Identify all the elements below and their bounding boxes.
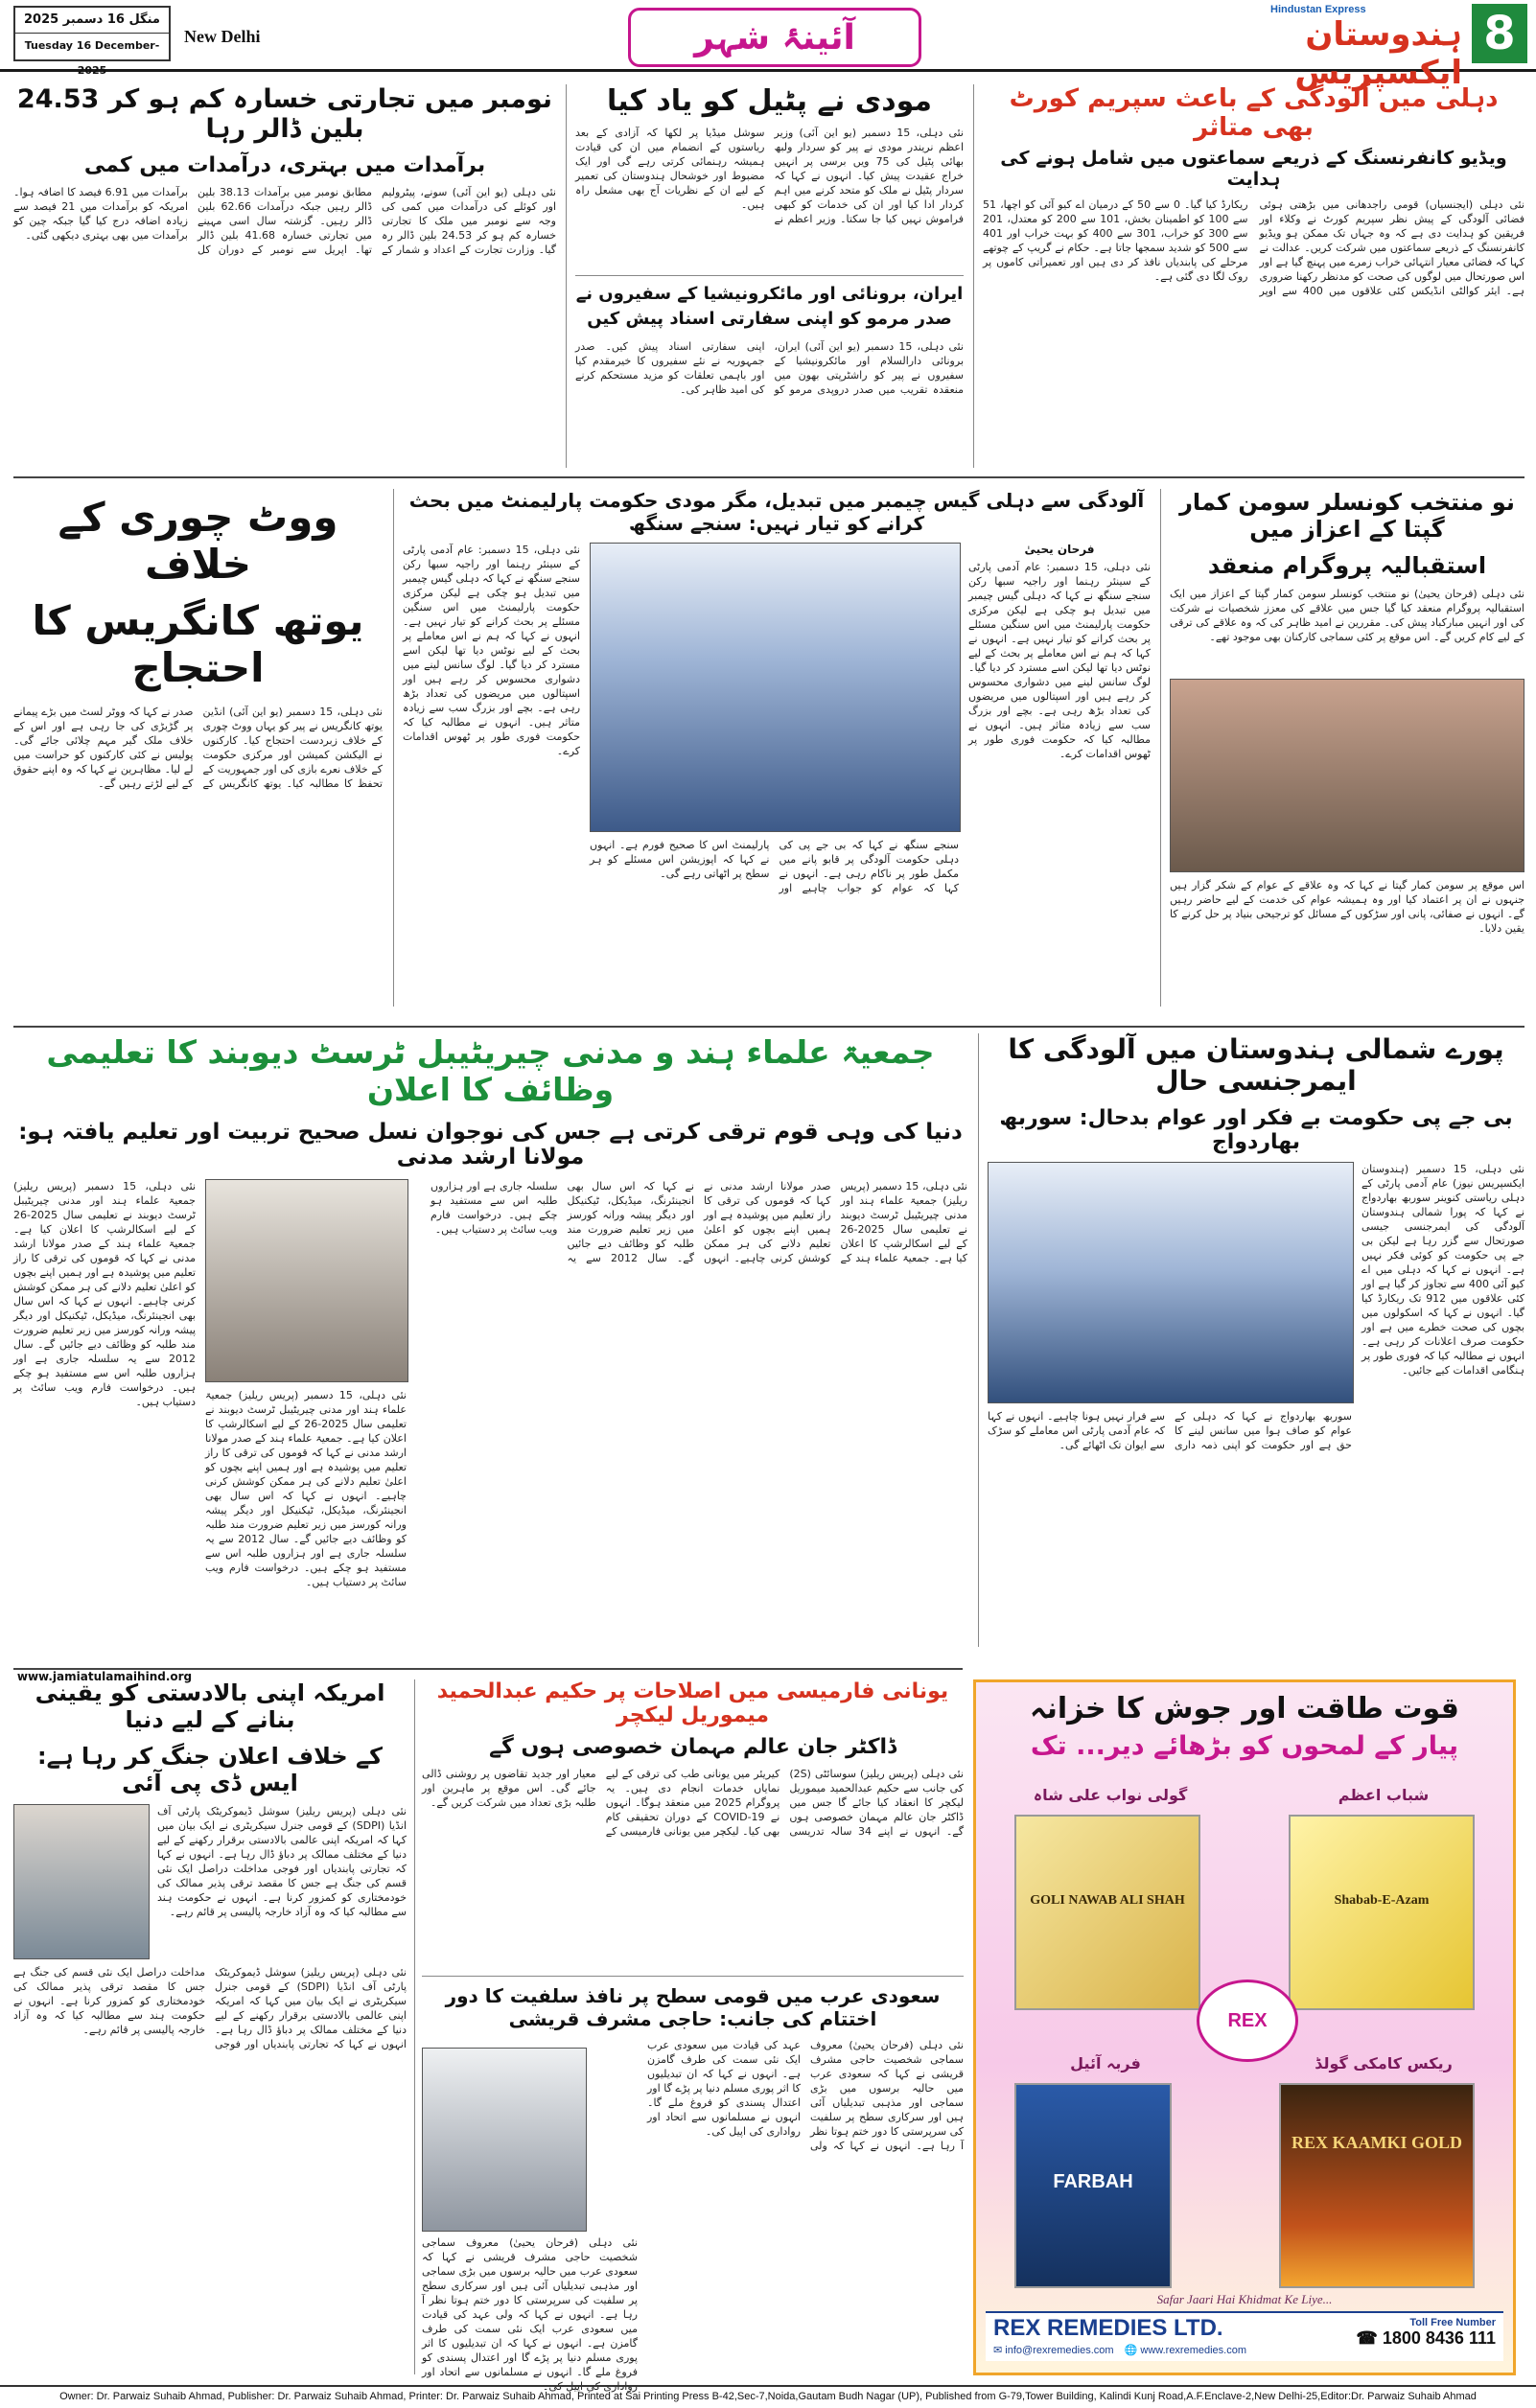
article-vote-chori xyxy=(13,494,383,1069)
article-headline: یونانی فارمیسی میں اصلاحات پر حکیم عبدالحمید میموریل لیکچر xyxy=(436,1679,949,1727)
article-body: نئی دہلی (پریس ریلیز) سوشل ڈیموکریٹک پارٹی آف انڈیا (SDPI) کے قومی جنرل سیکریٹری نے ایک بیان میں کہا کہ امریکہ اپنی عالمی بالادستی برقرار رکھنے کے لیے دنیا کے مختلف ممالک پر دباؤ ڈال رہا ہے۔ انہوں نے کہا کہ تجارتی پابندیاں اور فوجی مداخلت دراصل ایک نئی قسم کی جنگ ہے جس کا مقصد ترقی پذیر ممالک کی خودمختاری کو کمزور کرنا ہے۔ انہوں نے حکومت ہند سے مطالبہ کیا کہ وہ آزاد خارجہ پالیسی پر قائم رہے۔ xyxy=(157,1805,407,1918)
article-subhead: بی جے پی حکومت بے فکر اور عوام بدحال: سوربھ بھاردواج xyxy=(999,1106,1513,1154)
column-divider xyxy=(973,84,974,468)
page-number: 8 xyxy=(1472,4,1527,63)
product-label-urdu: گولی نواب علی شاہ xyxy=(1033,1786,1188,1804)
article-subhead: برآمدات میں بہتری، درآمدات میں کمی xyxy=(83,153,486,177)
brand-logo xyxy=(1270,4,1462,92)
ad-contact-bar xyxy=(986,2311,1503,2361)
ad-tagline-2: پیار کے لمحوں کو بڑھائے دیر... تک xyxy=(1030,1731,1459,1761)
article-subhead: ویڈیو کانفرنسنگ کے ذریعے سماعتوں میں شامل ہونے کی ہدایت xyxy=(1000,148,1507,190)
article-subhead: استقبالیہ پروگرام منعقد xyxy=(1207,552,1487,579)
article-body-2: نئی دہلی، 15 دسمبر (پریس ریلیز) جمعیۃ علماء ہند اور مدنی چیریٹیبل ٹرسٹ دیوبند نے تعلیمی سال 2025-26 کے لیے اسکالرشپ کا اعلان کیا ہے۔ جمعیۃ علماء ہند کے صدر مولانا ارشد مدنی نے کہا کہ قوموں کی ترقی کا راز تعلیم میں پوشیدہ ہے اور ہمیں اپنے بچوں کو اعلیٰ تعلیم دلانے کی ہر ممکن کوشش کرنی چاہیے۔ انہوں نے کہا کہ اس سال بھی انجینئرنگ، میڈیکل، ٹیکنیکل اور دیگر پیشہ ورانہ کورسز میں زیر تعلیم ضرورت مند طلبہ کو وظائف دیے جائیں گے۔ سال 2012 سے یہ سلسلہ جاری ہے اور ہزاروں طلبہ اس سے مستفید ہو چکے ہیں۔ درخواست فارم ویب سائٹ پر دستیاب ہیں۔ xyxy=(13,1180,196,1408)
column-divider xyxy=(414,1679,415,2374)
section-title: آئینۂ شہر xyxy=(628,8,921,67)
article-body: نئی دہلی، 15 دسمبر (ہندوستان ایکسپریس نیوز) عام آدمی پارٹی کے دہلی ریاستی کنوینر سوربھ بھاردواج نے کہا کہ پورا شمالی ہندوستان آلودگی کی ایمرجنسی جیسی صورتحال سے گزر رہا ہے لیکن بی جے پی حکومت کو کوئی فکر نہیں ہے۔ انہوں نے کہا کہ دہلی میں اے کیو آئی 400 سے تجاوز کر گیا ہے اور کئی علاقوں میں 912 تک ریکارڈ کیا گیا۔ انہوں نے کہا کہ اسکولوں میں بچوں کی صحت خطرے میں ہے اور حکومت صرف اعلانات کر رہی ہے۔ انہوں نے مطالبہ کیا کہ فوری طور پر ہنگامی اقدامات کیے جائیں۔ xyxy=(1361,1163,1524,1377)
toll-free-label: Toll Free Number xyxy=(1409,2317,1496,2328)
article-headline: نومبر میں تجارتی خسارہ کم ہو کر 24.53 بلین ڈالر رہا xyxy=(16,84,553,144)
product-label-urdu: ریکس کامکی گولڈ xyxy=(1315,2054,1453,2072)
article-body: نئی دہلی، 15 دسمبر (یو این آئی) انڈین یوتھ کانگریس نے پیر کو یہاں ووٹ چوری کے خلاف زبردست احتجاج کیا۔ کارکنوں نے الیکشن کمیشن اور مرکزی حکومت کے خلاف نعرے بازی کی اور جمہوریت کے تحفظ کا مطالبہ کیا۔ یوتھ کانگریس کے صدر نے کہا کہ ووٹر لسٹ میں بڑے پیمانے پر گڑبڑی کی جا رہی ہے اور اس کے خلاف ملک گیر مہم چلائی جائے گی۔ پولیس نے کئی کارکنوں کو حراست میں لے لیا۔ مظاہرین نے کہا کہ وہ اپنے حقوق کے لیے لڑتے رہیں گے۔ xyxy=(13,706,383,790)
product-label-english: REX KAAMKI GOLD xyxy=(1291,2133,1462,2152)
article-byline: فرحان یحییٰ xyxy=(1024,543,1095,556)
product-shabab-azam-box xyxy=(1289,1815,1475,2010)
sanjay-singh-photo xyxy=(590,543,961,832)
row-divider xyxy=(13,1668,963,1670)
product-kaamki-gold-box xyxy=(1279,2083,1475,2288)
column-divider xyxy=(1160,489,1161,1007)
article-body-saudi: نئی دہلی (فرحان یحییٰ) معروف سماجی شخصیت حاجی مشرف قریشی نے کہا کہ سعودی عرب میں حالیہ برسوں میں بڑی سماجی اور مذہبی تبدیلیاں آئی ہیں اور سرکاری سطح پر سلفیت کی سرپرستی کا دور ختم ہوتا نظر آ رہا ہے۔ انہوں نے کہا کہ ولی عہد کی قیادت میں سعودی عرب ایک نئی سمت کی طرف گامزن ہے۔ انہوں نے کہا کہ ان تبدیلیوں کا اثر پوری مسلم دنیا پر پڑے گا اور اعتدال پسندی کو فروغ ملے گا۔ انہوں نے مسلمانوں سے اتحاد اور رواداری کی اپیل کی۔ xyxy=(647,2039,964,2152)
rex-logo: REX xyxy=(1197,1980,1298,2062)
article-headline-saudi: سعودی عرب میں قومی سطح پر نافذ سلفیت کا دور اختتام کی جانب: حاجی مشرف قریشی xyxy=(445,1984,941,2030)
article-trade-deficit xyxy=(13,84,556,473)
saurabh-bharadwaj-photo xyxy=(988,1162,1354,1403)
article-modi-patel xyxy=(575,84,964,426)
article-body-2: سوربھ بھاردواج نے کہا کہ دہلی کے عوام کو صاف ہوا میں سانس لینے کا حق ہے اور حکومت کو اپنی ذمہ داری سے فرار نہیں ہونا چاہیے۔ انہوں نے کہا کہ عام آدمی پارٹی اس معاملے کو سڑک سے ایوان تک اٹھائے گی۔ xyxy=(988,1410,1352,1451)
phone-icon: ☎ xyxy=(1356,2328,1378,2348)
article-jamiat xyxy=(13,1033,967,1692)
column-divider xyxy=(393,489,394,1007)
article-headline: جمعیۃ علماء ہند و مدنی چیریٹیبل ٹرسٹ دیوبند کا تعلیمی وظائف کا اعلان xyxy=(46,1033,935,1108)
article-body-ambassadors: نئی دہلی، 15 دسمبر (یو این آئی) ایران، برونائی دارالسلام اور مائکرونیشیا کے سفیروں نے پیر کو راشٹرپتی بھون میں منعقدہ تقریب میں صدر دروپدی مرمو کو اپنی سفارتی اسناد پیش کیں۔ صدر جمہوریہ نے نئے سفیروں کا خیرمقدم کیا اور باہمی تعلقات کو مزید مستحکم کرنے کی امید ظاہر کی۔ xyxy=(575,340,964,396)
article-body-3: نئی دہلی، 15 دسمبر: عام آدمی پارٹی کے سینئر رہنما اور راجیہ سبھا رکن سنجے سنگھ نے کہا کہ دہلی گیس چیمبر میں تبدیل ہو چکی ہے لیکن مرکزی حکومت پارلیمنٹ میں اس سنگین مسئلے پر بحث کرانے کو تیار نہیں ہے۔ انہوں نے کہا کہ ہم نے اس معاملے پر بحث کے لیے نوٹس دیا تھا لیکن اسے مسترد کر دیا گیا۔ لوگ سانس لینے میں دشواری محسوس کر رہے ہیں اور اسپتالوں میں مریضوں کی تعداد بڑھ رہی ہے۔ بچے اور بزرگ سب سے زیادہ متاثر ہیں۔ انہوں نے مطالبہ کیا کہ حکومت فوری طور پر ٹھوس اقدامات کرے۔ xyxy=(403,544,580,757)
date-urdu: منگل 16 دسمبر 2025 xyxy=(24,12,160,27)
article-subhead: دنیا کی وہی قوم ترقی کرتی ہے جس کی نوجوان نسل صحیح تربیت اور تعلیم یافتہ ہو: مولانا ارشد مدنی xyxy=(18,1120,963,1169)
article-body-3: نئی دہلی، 15 دسمبر (پریس ریلیز) جمعیۃ علماء ہند اور مدنی چیریٹیبل ٹرسٹ دیوبند نے تعلیمی سال 2025-26 کے لیے اسکالرشپ کا اعلان کیا ہے۔ جمعیۃ علماء ہند کے صدر مولانا ارشد مدنی نے کہا کہ قوموں کی ترقی کا راز تعلیم میں پوشیدہ ہے اور ہمیں اپنے بچوں کو اعلیٰ تعلیم دلانے کی ہر ممکن کوشش کرنی چاہیے۔ انہوں نے کہا کہ اس سال بھی انجینئرنگ، میڈیکل، ٹیکنیکل اور دیگر پیشہ ورانہ کورسز میں زیر تعلیم ضرورت مند طلبہ کو وظائف دیے جائیں گے۔ سال 2012 سے یہ سلسلہ جاری ہے اور ہزاروں طلبہ اس سے مستفید ہو چکے ہیں۔ درخواست فارم ویب سائٹ پر دستیاب ہیں۔ xyxy=(205,1389,407,1588)
article-gas-chamber xyxy=(403,489,1151,993)
article-subhead: ڈاکٹر جان عالم مہمان خصوصی ہوں گے xyxy=(489,1735,896,1759)
column-divider xyxy=(566,84,567,468)
ad-slogan: Safar Jaari Hai Khidmat Ke Liye... xyxy=(1156,2292,1333,2306)
article-headline: ووٹ چوری کے خلاف xyxy=(58,494,338,588)
ad-email: info@rexremedies.com xyxy=(1005,2345,1114,2356)
article-headline: آلودگی سے دہلی گیس چیمبر میں تبدیل، مگر مودی حکومت پارلیمنٹ میں بحث کرانے کو تیار نہیں: سنجے سنگھ xyxy=(408,489,1145,535)
ad-email-row xyxy=(993,2344,1246,2356)
article-emergency xyxy=(988,1033,1524,1694)
article-body-saudi-2: نئی دہلی (فرحان یحییٰ) معروف سماجی شخصیت حاجی مشرف قریشی نے کہا کہ سعودی عرب میں حالیہ برسوں میں بڑی سماجی اور مذہبی تبدیلیاں آئی ہیں اور سرکاری سطح پر سلفیت کی سرپرستی کا دور ختم ہوتا نظر آ رہا ہے۔ انہوں نے کہا کہ ولی عہد کی قیادت میں سعودی عرب ایک نئی سمت کی طرف گامزن ہے۔ انہوں نے کہا کہ ان تبدیلیوں کا اثر پوری مسلم دنیا پر پڑے گا اور اعتدال پسندی کو فروغ ملے گا۔ انہوں نے مسلمانوں سے اتحاد اور رواداری کی اپیل کی۔ xyxy=(422,2236,638,2393)
article-headline: مودی نے پٹیل کو یاد کیا xyxy=(606,84,932,118)
article-body-column xyxy=(968,543,1151,982)
article-body: نئی دہلی (یو این آئی) سونے، پیٹرولیم اور کوئلے کی درآمدات میں کمی کی وجہ سے نومبر میں ملک کا تجارتی خسارہ کم ہو کر 24.53 بلین ڈالر رہ گیا۔ وزارت تجارت کے اعداد و شمار کے مطابق نومبر میں برآمدات 38.13 بلین ڈالر رہیں جبکہ درآمدات 62.66 بلین ڈالر رہیں۔ گزشتہ سال اسی مہینے میں تجارتی خسارہ 41.68 بلین ڈالر تھا۔ اپریل سے نومبر کے دوران کل برآمدات میں 6.91 فیصد کا اضافہ ہوا۔ امریکہ کو برآمدات میں 21 فیصد سے زیادہ اضافہ درج کیا گیا جبکہ چین کو برآمدات میں بھی بہتری دیکھی گئی۔ xyxy=(13,186,556,256)
masthead xyxy=(0,0,1536,92)
ad-website: www.rexremedies.com xyxy=(1140,2345,1247,2356)
article-subhead: یوتھ کانگریس کا احتجاج xyxy=(32,597,364,691)
mushraf-qureshi-photo xyxy=(422,2048,587,2232)
article-councillor xyxy=(1170,489,1524,1022)
column-divider xyxy=(978,1033,979,1647)
brand-english: Hindustan Express xyxy=(1270,4,1366,15)
toll-free-block xyxy=(1356,2317,1496,2349)
article-sdpi xyxy=(13,1679,407,2398)
article-body-2: اس موقع پر سومن کمار گپتا نے کہا کہ وہ علاقے کے عوام کے شکر گزار ہیں جنہوں نے ان پر اعتماد کیا اور وہ ہمیشہ عوام کی خدمت کے لیے حاضر رہیں گے۔ انہوں نے صفائی، پانی اور سڑکوں کے مسائل کو ترجیحی بنیاد پر حل کرنے کا یقین دلایا۔ xyxy=(1170,879,1524,935)
footer-imprint: Owner: Dr. Parwaiz Suhaib Ahmad, Publisher: Dr. Parwaiz Suhaib Ahmad, Printer: Dr. Parwaiz Suhaib Ahmad, Printed at Sai Printing Press B-42,Sec-7,Noida,Gautam Budh Nagar (UP), Published from G-79,Tower Building, Kalindi Kunj Road,A.F.Enclave-2,New Delhi-25,Editor:Dr. Parwaiz Suhaib Ahmad xyxy=(0,2385,1536,2408)
article-body: نئی دہلی، 15 دسمبر (یو این آئی) وزیر اعظم نریندر مودی نے پیر کو سردار ولبھ بھائی پٹیل کی 75 ویں برسی پر انہیں خراج عقیدت پیش کیا۔ انہوں نے کہا کہ سردار پٹیل نے ملک کو متحد کرنے میں اہم کردار ادا کیا اور ان کی خدمات کو کبھی فراموش نہیں کیا جا سکتا۔ وزیر اعظم نے سوشل میڈیا پر لکھا کہ آزادی کے بعد ریاستوں کے انضمام میں ان کی قیادت ہمیشہ رہنمائی کرتی رہے گی اور ایک مضبوط اور خوشحال ہندوستان کی تعمیر کے لیے ان کے نظریات آج بھی مشعل راہ ہیں۔ xyxy=(575,127,965,225)
brand-urdu: ہندوستان ایکسپریس xyxy=(1294,15,1462,92)
product-label-urdu: فربہ آئیل xyxy=(1070,2054,1141,2072)
article-headline: امریکہ اپنی بالادستی کو یقینی بنانے کے لیے دنیا xyxy=(35,1679,385,1733)
rex-remedies-advertisement xyxy=(973,1679,1516,2375)
city-label: New Delhi xyxy=(184,27,261,46)
article-headline: پورے شمالی ہندوستان میں آلودگی کا ایمرجنسی حال xyxy=(1008,1033,1504,1097)
arshad-madani-photo xyxy=(205,1179,408,1382)
row-divider xyxy=(13,476,1524,478)
product-label-english: GOLI NAWAB ALI SHAH xyxy=(1030,1893,1185,1908)
product-label-english: Shabab-E-Azam xyxy=(1334,1893,1430,1908)
toll-free-number: 1800 8436 111 xyxy=(1382,2328,1496,2348)
article-headline: نو منتخب کونسلر سومن کمار گپتا کے اعزاز میں xyxy=(1179,489,1515,543)
product-label-english: FARBAH xyxy=(1053,2171,1133,2192)
article-body: نئی دہلی (فرحان یحییٰ) نو منتخب کونسلر سومن کمار گپتا کے اعزاز میں ایک استقبالیہ پروگرام منعقد کیا گیا جس میں علاقے کی معزز شخصیات نے شرکت کی اور انہیں مبارکباد پیش کی۔ مقررین نے امید ظاہر کی کہ وہ علاقے کی ترقی کے لیے کام کریں گے۔ اس موقع پر کئی سماجی کارکنان بھی موجود تھے۔ xyxy=(1170,588,1524,643)
article-headline-ambassadors: ایران، برونائی اور مائکرونیشیا کے سفیروں نے صدر مرمو کو اپنی سفارتی اسناد پیش کیں xyxy=(575,284,964,329)
product-goli-nawab-box xyxy=(1014,1815,1200,2010)
article-subhead: کے خلاف اعلان جنگ کر رہا ہے: ایس ڈی پی آئی xyxy=(36,1743,384,1796)
article-unani xyxy=(422,1679,964,2393)
article-body-2: سنجے سنگھ نے کہا کہ بی جے پی کی دہلی حکومت آلودگی پر قابو پانے میں مکمل طور پر ناکام رہی ہے۔ انہوں نے کہا کہ عوام کو جواب چاہیے اور پارلیمنٹ اس کا صحیح فورم ہے۔ انہوں نے کہا کہ اپوزیشن اس مسئلے کو ہر سطح پر اٹھاتی رہے گی۔ xyxy=(590,839,959,894)
ad-company-name: REX REMEDIES LTD. xyxy=(993,2315,1223,2341)
globe-icon: 🌐 xyxy=(1124,2345,1138,2356)
toll-free-row xyxy=(1356,2328,1496,2349)
article-body: نئی دہلی (پریس ریلیز) سوسائٹی (2S) کی جانب سے حکیم عبدالحمید میموریل لیکچر کا انعقاد کیا جائے گا جس میں ڈاکٹر جان عالم مہمان خصوصی ہوں گے۔ انہوں نے اپنے 34 سالہ تدریسی کیریئر میں یونانی طب کی ترقی کے لیے نمایاں خدمات انجام دی ہیں۔ یہ پروگرام 2025 میں منعقد ہوگا۔ انہوں نے COVID-19 کے دوران تحقیقی کام بھی کیا۔ لیکچر میں یونانی فارمیسی کے معیار اور جدید تقاضوں پر روشنی ڈالی جائے گی۔ اس موقع پر ماہرین اور طلبہ بڑی تعداد میں شرکت کریں گے۔ xyxy=(422,1768,964,1838)
article-body: نئی دہلی، 15 دسمبر (پریس ریلیز) جمعیۃ علماء ہند اور مدنی چیریٹیبل ٹرسٹ دیوبند نے تعلیمی سال 2025-26 کے لیے اسکالرشپ کا اعلان کیا ہے۔ جمعیۃ علماء ہند کے صدر مولانا ارشد مدنی نے کہا کہ قوموں کی ترقی کا راز تعلیم میں پوشیدہ ہے اور ہمیں اپنے بچوں کو اعلیٰ تعلیم دلانے کی ہر ممکن کوشش کرنی چاہیے۔ انہوں نے کہا کہ اس سال بھی انجینئرنگ، میڈیکل، ٹیکنیکل اور دیگر پیشہ ورانہ کورسز میں زیر تعلیم ضرورت مند طلبہ کو وظائف دیے جائیں گے۔ سال 2012 سے یہ سلسلہ جاری ہے اور ہزاروں طلبہ اس سے مستفید ہو چکے ہیں۔ درخواست فارم ویب سائٹ پر دستیاب ہیں۔ xyxy=(431,1180,967,1264)
article-body: نئی دہلی (ایجنسیاں) قومی راجدھانی میں بڑھتی ہوئی فضائی آلودگی کے پیش نظر سپریم کورٹ نے وکلاء اور فریقین کو ہدایت دی ہے کہ وہ جہاں تک ممکن ہو ویڈیو کانفرنسنگ کے ذریعے سماعتوں میں شرکت کریں۔ عدالت نے کہا کہ فضائی معیار انتہائی خراب زمرے میں پہنچ گیا ہے اور اس صورتحال میں لوگوں کی صحت کو مدنظر رکھنا ضروری ہے۔ ایئر کوالٹی انڈیکس کئی علاقوں میں 400 سے اوپر ریکارڈ کیا گیا۔ 0 سے 50 کے درمیان اے کیو آئی کو اچھا، 51 سے 100 کو اطمینان بخش، 101 سے 200 کو معتدل، 201 سے 300 کو خراب، 301 سے 400 کو بہت خراب اور 401 سے 500 کو شدید سمجھا جاتا ہے۔ حکام نے گریپ کے چوتھے مرحلے کی پابندیاں نافذ کر دی ہیں اور تعمیراتی کاموں پر روک لگا دی گئی ہے۔ xyxy=(983,198,1524,297)
date-box xyxy=(13,6,171,77)
councillor-photo xyxy=(1170,679,1524,872)
ad-tagline-1: قوت طاقت اور جوش کا خزانہ xyxy=(1030,1692,1459,1725)
article-body-2: نئی دہلی (پریس ریلیز) سوشل ڈیموکریٹک پارٹی آف انڈیا (SDPI) کے قومی جنرل سیکریٹری نے ایک بیان میں کہا کہ امریکہ اپنی عالمی بالادستی برقرار رکھنے کے لیے دنیا کے مختلف ممالک پر دباؤ ڈال رہا ہے۔ انہوں نے کہا کہ تجارتی پابندیاں اور فوجی مداخلت دراصل ایک نئی قسم کی جنگ ہے جس کا مقصد ترقی پذیر ممالک کی خودمختاری کو کمزور کرنا ہے۔ انہوں نے حکومت ہند سے مطالبہ کیا کہ وہ آزاد خارجہ پالیسی پر قائم رہے۔ xyxy=(13,1966,407,2050)
sdpi-leader-photo xyxy=(13,1804,150,1959)
product-farbah-bottle xyxy=(1014,2083,1172,2288)
product-label-urdu: شباب اعظم xyxy=(1338,1786,1430,1804)
email-icon: ✉ xyxy=(993,2345,1003,2356)
article-pollution-sc xyxy=(983,84,1524,506)
row-divider xyxy=(13,1026,1524,1028)
jamiat-website: www.jamiatulamaihind.org xyxy=(16,1670,193,1683)
article-body: نئی دہلی، 15 دسمبر: عام آدمی پارٹی کے سینئر رہنما اور راجیہ سبھا رکن سنجے سنگھ نے کہا کہ دہلی گیس چیمبر میں تبدیل ہو چکی ہے لیکن مرکزی حکومت پارلیمنٹ میں اس سنگین مسئلے پر بحث کرانے کو تیار نہیں ہے۔ انہوں نے کہا کہ ہم نے اس معاملے پر بحث کے لیے نوٹس دیا تھا لیکن اسے مسترد کر دیا گیا۔ لوگ سانس لینے میں دشواری محسوس کر رہے ہیں اور اسپتالوں میں مریضوں کی تعداد بڑھ رہی ہے۔ بچے اور بزرگ سب سے زیادہ متاثر ہیں۔ انہوں نے مطالبہ کیا کہ حکومت فوری طور پر ٹھوس اقدامات کرے۔ xyxy=(968,561,1151,760)
date-english: Tuesday 16 December-2025 xyxy=(15,33,169,83)
article-headline: دہلی میں آلودگی کے باعث سپریم کورٹ بھی متاثر xyxy=(1009,84,1499,142)
